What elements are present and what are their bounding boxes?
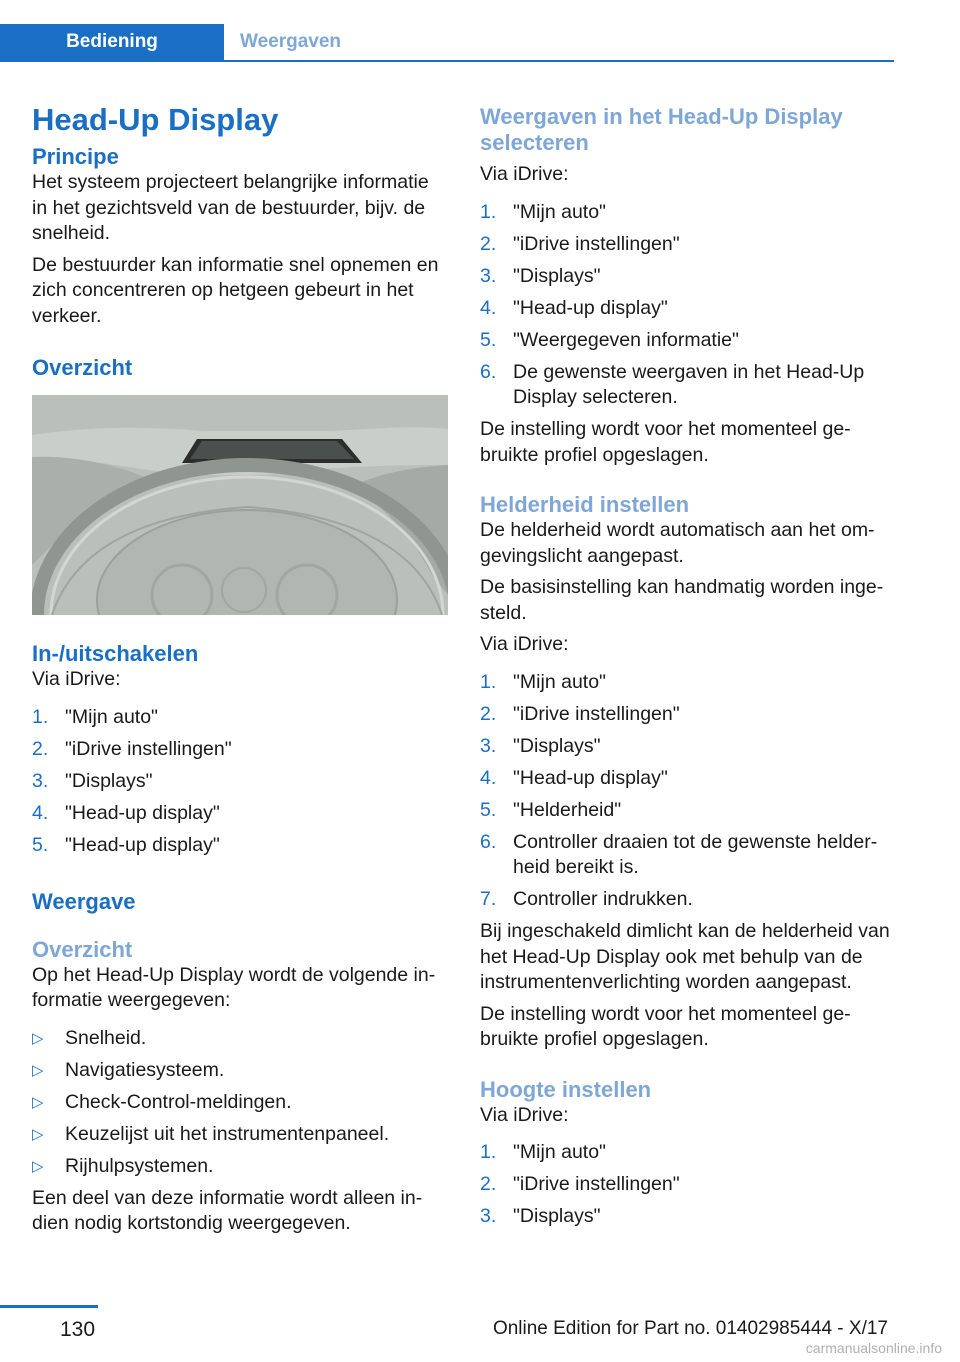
- list-item: ▷ Keuzelijst uit het instrumentenpaneel.: [32, 1122, 448, 1148]
- heading-in-uitschakelen: In-/uitschakelen: [32, 641, 199, 666]
- watermark: carmanualsonline.info: [805, 1340, 942, 1356]
- list-item: 5. "Head-up display": [32, 833, 220, 856]
- list-item: 5. "Weergegeven informatie": [480, 328, 739, 351]
- helderheid-p1: De helderheid wordt automatisch aan het om-gevingslicht aangepast.: [480, 519, 875, 567]
- triangle-bullet-icon: ▷: [32, 1029, 44, 1047]
- chapter-tab-bar: [0, 24, 894, 62]
- list-item: ▷ Rijhulpsystemen.: [32, 1154, 448, 1180]
- weergaven-intro: Via iDrive:: [480, 163, 569, 185]
- list-item: 4. "Head-up display": [480, 766, 668, 789]
- helderheid-intro: Via iDrive:: [480, 633, 569, 655]
- weergave-items: [32, 1026, 448, 1180]
- inuit-intro: Via iDrive:: [32, 668, 121, 690]
- weergaven-steps: [480, 200, 896, 411]
- weergaven-outro: De instelling wordt voor het momenteel ge-bruikte profiel opgeslagen.: [480, 418, 851, 466]
- principe-paragraph-2: De bestuurder kan informatie snel opnemen en zich concentreren op hetgeen gebeurt in het verkeer.: [32, 253, 439, 327]
- list-item: 1. "Mijn auto": [480, 1141, 606, 1163]
- list-item: ▷ Check-Control-meldingen.: [32, 1090, 448, 1116]
- list-item: 2. "iDrive instellingen": [32, 737, 232, 760]
- triangle-bullet-icon: ▷: [32, 1157, 44, 1175]
- list-item: 1. "Mijn auto": [480, 670, 606, 693]
- list-item: 3. "Displays": [32, 769, 153, 792]
- list-item: 7. Controller indrukken.: [480, 888, 693, 910]
- list-item: 4. "Head-up display": [32, 801, 220, 824]
- list-item: 3. "Displays": [480, 264, 601, 287]
- list-item: 4. "Head-up display": [480, 296, 668, 319]
- edition-note: Online Edition for Part no. 01402985444 - X/17: [492, 1318, 888, 1339]
- header-rule: [0, 60, 894, 62]
- list-item: ▷ Navigatiesysteem.: [32, 1058, 448, 1084]
- helderheid-p4: De instelling wordt voor het momenteel ge-bruikte profiel opgeslagen.: [480, 1002, 851, 1050]
- heading-principe: Principe: [32, 144, 119, 169]
- list-item: 5. "Helderheid": [480, 798, 622, 821]
- helderheid-steps: [480, 670, 896, 913]
- triangle-bullet-icon: ▷: [32, 1093, 44, 1111]
- triangle-bullet-icon: ▷: [32, 1061, 44, 1079]
- heading-overzicht: Overzicht: [32, 355, 133, 380]
- weergave-intro: Op het Head-Up Display wordt de volgende in-formatie weergegeven:: [32, 963, 436, 1011]
- tab-weergaven[interactable]: Weergaven: [240, 31, 342, 52]
- head-up-display-dashboard-illustration-icon: [32, 395, 448, 615]
- list-item: 3. "Displays": [480, 734, 601, 757]
- list-item: ▷ Snelheid.: [32, 1026, 448, 1052]
- list-item: 2. "iDrive instellingen": [480, 702, 680, 725]
- hoogte-steps: [480, 1140, 896, 1230]
- triangle-bullet-icon: ▷: [32, 1125, 44, 1143]
- list-item: 3. "Displays": [480, 1205, 601, 1227]
- list-item: 1. "Mijn auto": [32, 705, 158, 728]
- list-item: 6. De gewenste weergaven in het Head-Up Display selecteren.: [480, 360, 865, 408]
- heading-overzicht-sub: Overzicht: [32, 936, 133, 962]
- weergave-outro: Een deel van deze informatie wordt alleen in-dien nodig kortstondig weergegeven.: [32, 1186, 423, 1234]
- list-item: 6. Controller draaien tot de gewenste helder-heid bereikt is.: [480, 830, 878, 878]
- heading-helderheid: Helderheid instellen: [480, 492, 690, 517]
- tab-bediening[interactable]: Bediening: [0, 24, 224, 60]
- list-item: 2. "iDrive instellingen": [480, 1173, 680, 1195]
- helderheid-p3: Bij ingeschakeld dimlicht kan de helderheid van het Head-Up Display ook met behulp van de instrumentenverlichting worden aangepast.: [480, 920, 890, 993]
- list-item: 2. "iDrive instellingen": [480, 232, 680, 255]
- hoogte-intro: Via iDrive:: [480, 1103, 569, 1126]
- heading-weergaven-selecteren: Weergaven in het Head-Up Display selecteren: [480, 104, 843, 155]
- left-column: [32, 100, 448, 1237]
- footer-rule: [0, 1305, 98, 1308]
- page-number: 130: [60, 1318, 96, 1341]
- right-column: [480, 104, 896, 1236]
- helderheid-p2: De basisinstelling kan handmatig worden inge-steld.: [480, 576, 884, 624]
- heading-weergave: Weergave: [32, 888, 136, 914]
- page-title: Head-Up Display: [32, 102, 279, 137]
- principe-paragraph-1: Het systeem projecteert belangrijke informatie in het gezichtsveld van de bestuurder, bijv. de snelheid.: [32, 171, 429, 244]
- inuit-steps: [32, 705, 448, 859]
- list-item: 1. "Mijn auto": [480, 200, 606, 223]
- heading-hoogte: Hoogte instellen: [480, 1076, 652, 1102]
